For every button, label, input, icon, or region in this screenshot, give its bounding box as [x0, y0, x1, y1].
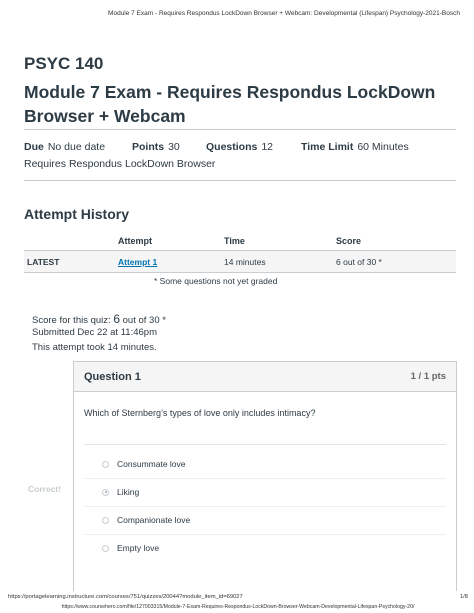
course-code: PSYC 140: [24, 54, 104, 73]
question-divider: [84, 444, 446, 445]
question-header: [74, 362, 456, 392]
table-header-row: [24, 232, 456, 251]
table-header-attempt: Attempt: [118, 232, 224, 251]
quiz-score: Score for this quiz: 6 out of 30 *: [32, 312, 166, 326]
print-footer: [8, 594, 468, 600]
print-header: Module 7 Exam - Requires Respondus LockDown Browser + Webcam: Developmental (Lifespan) Psychology-2021-Bosch: [108, 10, 460, 17]
score-cell: 6 out of 30 *: [336, 251, 456, 273]
question-text: Which of Sternberg’s types of love only includes intimacy?: [84, 408, 316, 418]
question-points: 1 / 1 pts: [410, 371, 446, 382]
radio-button[interactable]: [102, 545, 109, 552]
score-value: 6: [113, 312, 120, 326]
attempt-history-table: [24, 232, 456, 273]
footer-page: 1/8: [459, 594, 468, 600]
answer-label: Liking: [117, 487, 140, 497]
quiz-meta: [24, 139, 456, 172]
radio-button[interactable]: [102, 517, 109, 524]
correct-label: Correct!: [28, 484, 62, 494]
question-card: [73, 361, 457, 591]
table-header-score: Score: [336, 232, 456, 251]
answer-label: Consummate love: [117, 459, 186, 469]
radio-button-selected[interactable]: [102, 489, 109, 496]
answer-option[interactable]: [102, 459, 186, 469]
lockdown-note: Requires Respondus LockDown Browser: [24, 158, 216, 170]
answer-option-selected[interactable]: [102, 487, 139, 497]
answer-label: Empty love: [117, 543, 160, 553]
points-info: Points 30: [132, 141, 180, 153]
table-header-time: Time: [224, 232, 336, 251]
time-cell: 14 minutes: [224, 251, 336, 273]
footer-url: https://portagelearning.instructure.com/courses/751/quizzes/20044?module_item_id=69027: [8, 594, 243, 600]
attempt-cell: [118, 251, 224, 273]
answer-divider: [84, 506, 446, 507]
attempt-duration: This attempt took 14 minutes.: [32, 342, 157, 353]
answer-divider: [84, 534, 446, 535]
submitted-time: Submitted Dec 22 at 11:46pm: [32, 327, 157, 338]
quiz-title: Module 7 Exam - Requires Respondus LockDown Browser + Webcam: [24, 82, 436, 126]
title-divider: [24, 129, 456, 130]
latest-label: LATEST: [24, 251, 118, 273]
not-graded-note: * Some questions not yet graded: [154, 276, 278, 286]
source-footer: https://www.coursehero.com/file/127003315/Module-7-Exam-Requires-Respondus-LockDown-Browser-Webcam-Developmental-Lifespan-Psychology-20/: [61, 604, 415, 610]
answer-label: Companionate love: [117, 515, 191, 525]
table-header-blank: [24, 232, 118, 251]
questions-info: Questions 12: [206, 141, 274, 153]
answer-option[interactable]: [102, 515, 190, 525]
question-title: Question 1: [84, 370, 141, 383]
time-limit-info: Time Limit 60 Minutes: [301, 141, 409, 153]
table-row: [24, 251, 456, 273]
answer-divider: [84, 478, 446, 479]
due-info: Due No due date: [24, 141, 106, 153]
attempt-history-heading: Attempt History: [24, 206, 130, 222]
answer-option[interactable]: [102, 543, 159, 553]
meta-divider: [24, 180, 456, 181]
attempt-1-link[interactable]: Attempt 1: [118, 256, 158, 267]
radio-button[interactable]: [102, 461, 109, 468]
